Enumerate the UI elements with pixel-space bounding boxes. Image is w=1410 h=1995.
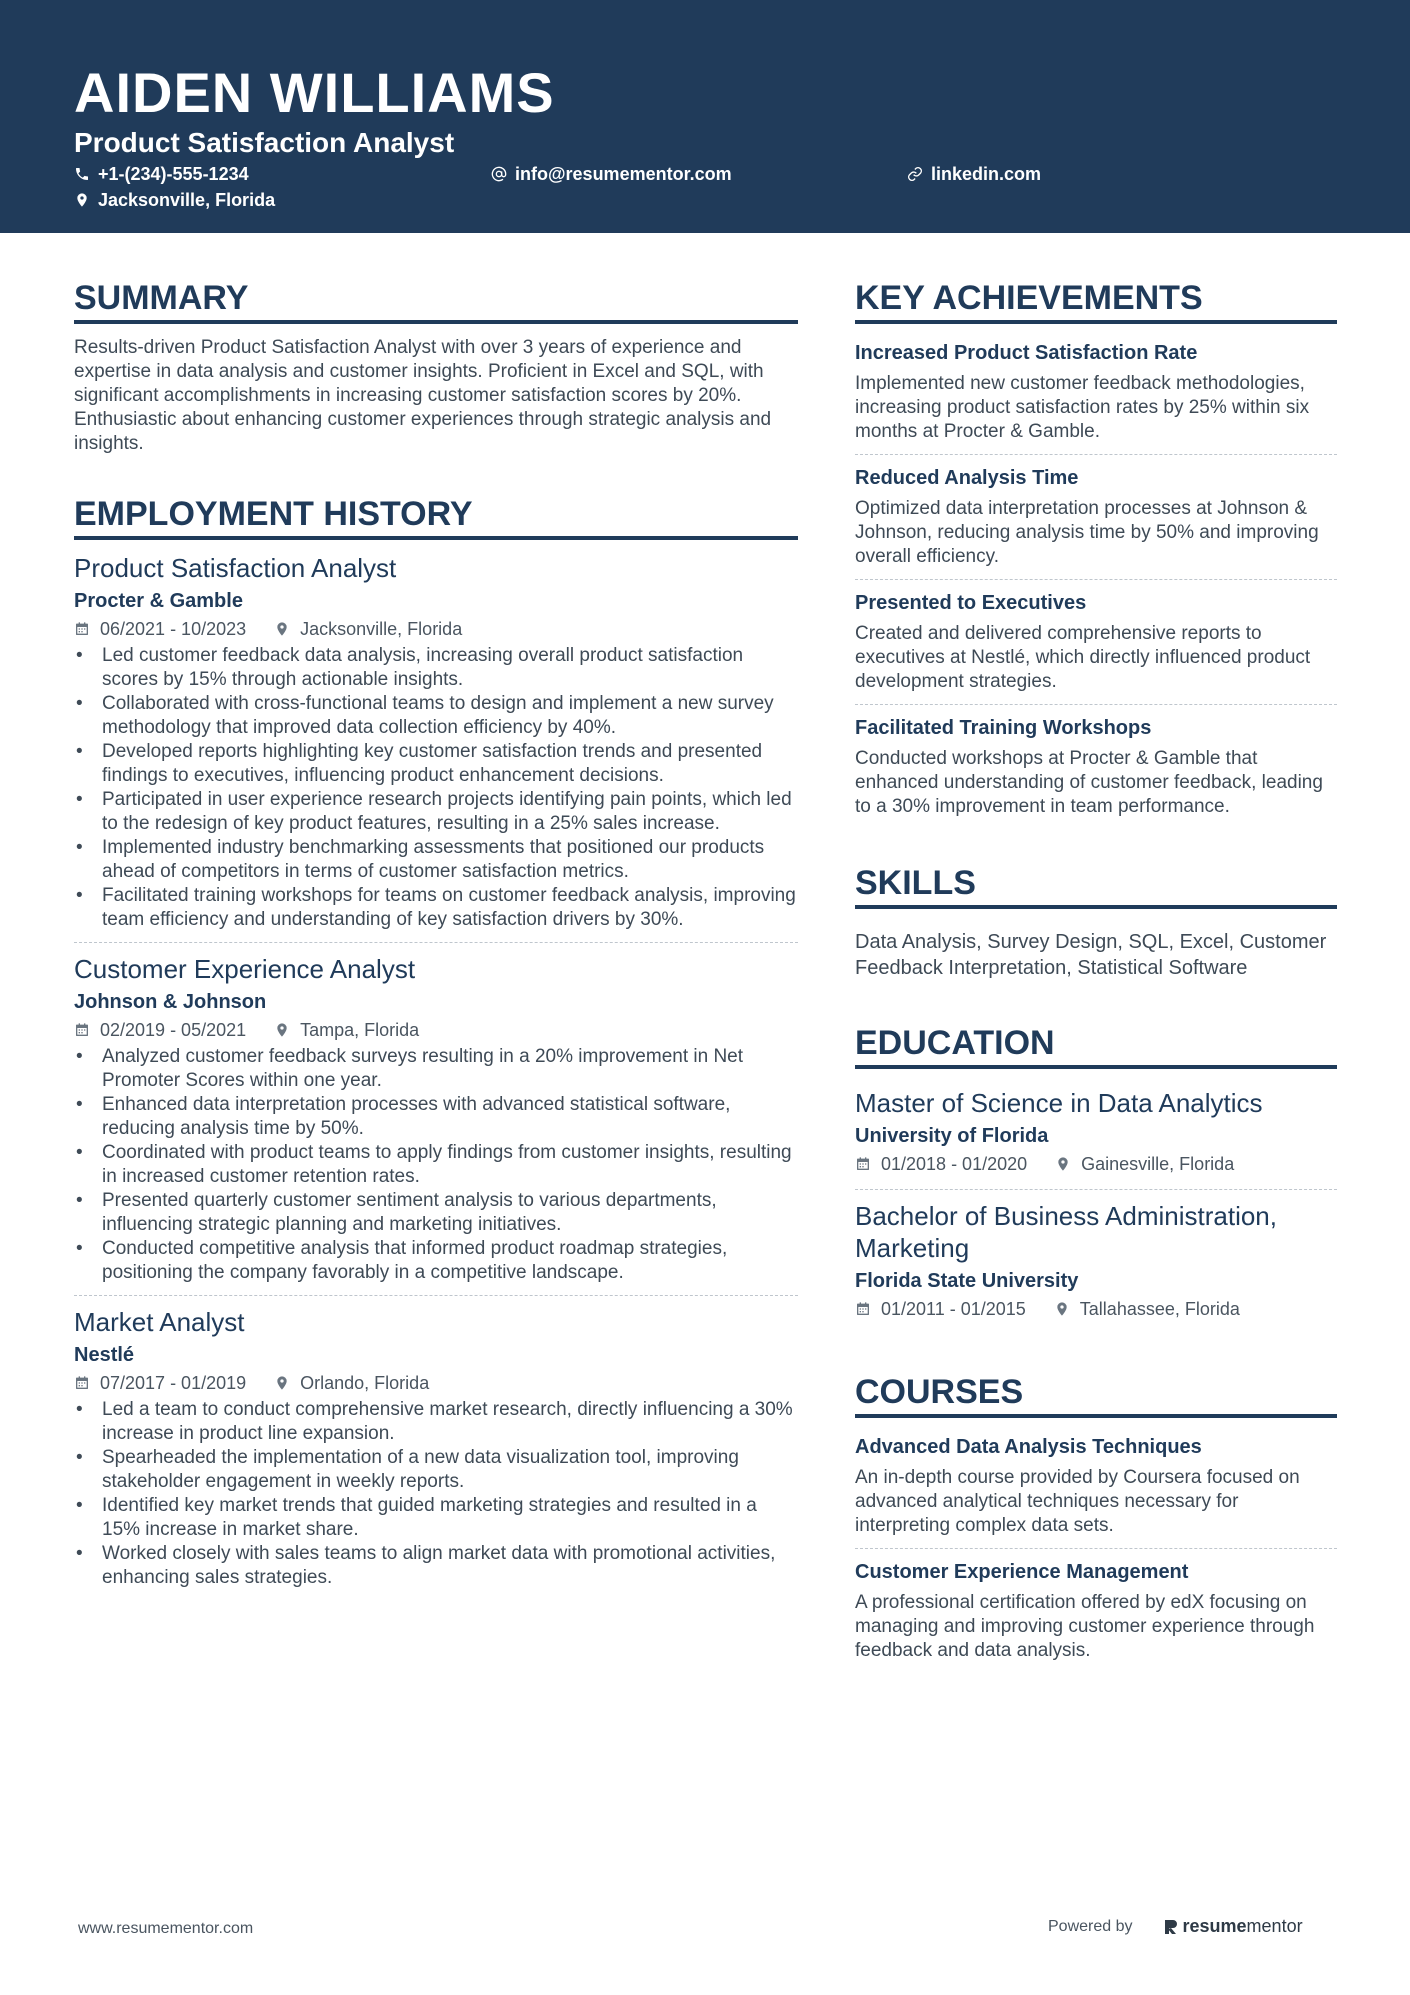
achievement-title: Reduced Analysis Time bbox=[855, 467, 1079, 489]
phone-text: +1-(234)-555-1234 bbox=[98, 164, 249, 184]
job-bullet: • Participated in user experience research projects identifying pain points, which led to the redesign of key product features, resulting in a 25% sales increase. bbox=[74, 788, 798, 836]
job-dates: 06/2021 - 10/2023 bbox=[100, 619, 247, 639]
job-bullet: • Led a team to conduct comprehensive market research, directly influencing a 30% increase in product line expansion. bbox=[74, 1398, 798, 1446]
courses-heading: COURSES bbox=[855, 1374, 1337, 1418]
course-title: Advanced Data Analysis Techniques bbox=[855, 1436, 1202, 1458]
education-meta bbox=[855, 1298, 1337, 1320]
job-list bbox=[74, 552, 798, 1600]
contact-phone[interactable] bbox=[74, 163, 249, 185]
job-dates: 07/2017 - 01/2019 bbox=[100, 1373, 247, 1393]
calendar-icon bbox=[855, 1301, 871, 1317]
achievement-item bbox=[855, 455, 1337, 580]
calendar-icon bbox=[74, 1375, 90, 1391]
education-dates: 01/2011 - 01/2015 bbox=[881, 1299, 1026, 1319]
education-list bbox=[855, 1081, 1337, 1334]
powered-by-label: Powered by bbox=[1048, 1917, 1133, 1935]
brand-light: mentor bbox=[1246, 1916, 1303, 1936]
contact-location bbox=[74, 189, 275, 211]
job-location-text: Jacksonville, Florida bbox=[300, 619, 463, 639]
education-location bbox=[1054, 1298, 1240, 1320]
right-column bbox=[855, 280, 1337, 1673]
achievement-title: Facilitated Training Workshops bbox=[855, 717, 1152, 739]
achievement-desc: Created and delivered comprehensive reports to executives at Nestlé, which directly influenced product development strategies. bbox=[855, 623, 1311, 692]
company-name: Procter & Gamble bbox=[74, 590, 243, 612]
location-pin-icon bbox=[274, 1022, 290, 1038]
contact-email[interactable] bbox=[491, 163, 732, 185]
achievement-desc: Optimized data interpretation processes at Johnson & Johnson, reducing analysis time by 50% and improving overall efficiency. bbox=[855, 498, 1319, 567]
employment-heading: EMPLOYMENT HISTORY bbox=[74, 496, 798, 540]
job-meta bbox=[74, 618, 798, 640]
education-item bbox=[855, 1189, 1337, 1334]
job-location bbox=[274, 1019, 419, 1041]
education-school: University of Florida bbox=[855, 1125, 1049, 1147]
job-bullet: • Coordinated with product teams to apply findings from customer insights, resulting in increased customer retention rates. bbox=[74, 1141, 798, 1189]
job-bullets bbox=[74, 1398, 798, 1590]
job-bullet: • Developed reports highlighting key customer satisfaction trends and presented findings to executives, influencing product enhancement decisions. bbox=[74, 740, 798, 788]
location-pin-icon bbox=[274, 621, 290, 637]
achievement-desc: Implemented new customer feedback methodologies, increasing product satisfaction rates by 25% within six months at Procter & Gamble. bbox=[855, 373, 1310, 442]
achievement-item bbox=[855, 330, 1337, 455]
resume-header bbox=[0, 0, 1410, 233]
education-dates: 01/2018 - 01/2020 bbox=[881, 1154, 1028, 1174]
course-desc: An in-depth course provided by Coursera focused on advanced analytical techniques necessary for interpreting complex data sets. bbox=[855, 1467, 1300, 1536]
company-name: Nestlé bbox=[74, 1344, 135, 1366]
location-pin-icon bbox=[1055, 1156, 1071, 1172]
footer-site[interactable]: www.resumementor.com bbox=[78, 1920, 254, 1937]
achievement-list bbox=[855, 330, 1337, 829]
company-name: Johnson & Johnson bbox=[74, 991, 267, 1013]
job-title: Customer Experience Analyst bbox=[74, 954, 416, 984]
calendar-icon bbox=[74, 1022, 90, 1038]
job-bullets bbox=[74, 644, 798, 932]
education-item bbox=[855, 1081, 1337, 1189]
job-location-text: Orlando, Florida bbox=[300, 1373, 430, 1393]
achievement-title: Increased Product Satisfaction Rate bbox=[855, 342, 1198, 364]
footer-powered bbox=[1048, 1916, 1303, 1937]
brand-bold: resume bbox=[1182, 1916, 1247, 1936]
job-meta bbox=[74, 1372, 798, 1394]
calendar-icon bbox=[74, 621, 90, 637]
job-entry bbox=[74, 552, 798, 942]
summary-heading: SUMMARY bbox=[74, 280, 798, 324]
achievements-heading: KEY ACHIEVEMENTS bbox=[855, 280, 1337, 324]
education-meta bbox=[855, 1153, 1337, 1175]
summary-text: Results-driven Product Satisfaction Analyst with over 3 years of experience and expertise in data analysis and customer insights. Proficient in Excel and SQL, with significant accomplishments in increasing customer satisfaction scores by 20%. Enthusiastic about enhancing customer experiences through strategic analysis and insights. bbox=[74, 337, 772, 454]
course-desc: A professional certification offered by edX focusing on managing and improving customer experience through feedback and data analysis. bbox=[855, 1592, 1315, 1661]
job-dates: 02/2019 - 05/2021 bbox=[100, 1020, 247, 1040]
education-degree: Master of Science in Data Analytics bbox=[855, 1088, 1263, 1118]
education-location-text: Tallahassee, Florida bbox=[1079, 1299, 1240, 1319]
course-item bbox=[855, 1424, 1337, 1549]
left-column bbox=[74, 280, 798, 1600]
contact-website[interactable] bbox=[907, 163, 1041, 185]
location-pin-icon bbox=[274, 1375, 290, 1391]
job-title: Market Analyst bbox=[74, 1307, 245, 1337]
job-title: Product Satisfaction Analyst bbox=[74, 553, 397, 583]
link-icon bbox=[907, 166, 923, 182]
job-bullet: • Facilitated training workshops for teams on customer feedback analysis, improving team efficiency and understanding of key satisfaction drivers by 30%. bbox=[74, 884, 798, 932]
location-text: Jacksonville, Florida bbox=[98, 190, 276, 210]
course-item bbox=[855, 1549, 1337, 1673]
education-location bbox=[1055, 1153, 1234, 1175]
achievement-item bbox=[855, 705, 1337, 829]
job-entry bbox=[74, 942, 798, 1295]
job-bullets bbox=[74, 1045, 798, 1285]
website-text: linkedin.com bbox=[931, 164, 1042, 184]
achievement-item bbox=[855, 580, 1337, 705]
location-pin-icon bbox=[1054, 1301, 1070, 1317]
education-heading: EDUCATION bbox=[855, 1025, 1337, 1069]
job-entry bbox=[74, 1295, 798, 1600]
job-bullet: • Conducted competitive analysis that informed product roadmap strategies, positioning the company favorably in a competitive landscape. bbox=[74, 1237, 798, 1285]
job-bullet: • Presented quarterly customer sentiment analysis to various departments, influencing strategic planning and marketing initiatives. bbox=[74, 1189, 798, 1237]
job-location bbox=[274, 1372, 429, 1394]
brand-logo[interactable] bbox=[1163, 1916, 1303, 1937]
job-bullet: • Spearheaded the implementation of a new data visualization tool, improving stakeholder engagement in weekly reports. bbox=[74, 1446, 798, 1494]
skills-text: Data Analysis, Survey Design, SQL, Excel, Customer Feedback Interpretation, Statistical Software bbox=[855, 931, 1327, 979]
job-bullet: • Analyzed customer feedback surveys resulting in a 20% improvement in Net Promoter Scores within one year. bbox=[74, 1045, 798, 1093]
phone-icon bbox=[74, 166, 90, 182]
achievement-desc: Conducted workshops at Procter & Gamble that enhanced understanding of customer feedback, leading to a 30% improvement in team performance. bbox=[855, 748, 1323, 817]
job-meta bbox=[74, 1019, 798, 1041]
calendar-icon bbox=[855, 1156, 871, 1172]
job-location bbox=[274, 618, 462, 640]
at-icon bbox=[491, 166, 507, 182]
job-bullet: • Worked closely with sales teams to align market data with promotional activities, enhancing sales strategies. bbox=[74, 1542, 798, 1590]
job-bullet: • Collaborated with cross-functional teams to design and implement a new survey methodology that improved data collection efficiency by 40%. bbox=[74, 692, 798, 740]
candidate-name: AIDEN WILLIAMS bbox=[74, 61, 555, 124]
education-school: Florida State University bbox=[855, 1270, 1079, 1292]
job-location-text: Tampa, Florida bbox=[300, 1020, 420, 1040]
skills-heading: SKILLS bbox=[855, 865, 1337, 909]
job-bullet: • Identified key market trends that guided marketing strategies and resulted in a 15% increase in market share. bbox=[74, 1494, 798, 1542]
candidate-title: Product Satisfaction Analyst bbox=[74, 127, 455, 158]
education-location-text: Gainesville, Florida bbox=[1081, 1154, 1235, 1174]
job-bullet: • Enhanced data interpretation processes with advanced statistical software, reducing analysis time by 50%. bbox=[74, 1093, 798, 1141]
resumementor-logo-icon bbox=[1163, 1918, 1179, 1936]
job-bullet: • Led customer feedback data analysis, increasing overall product satisfaction scores by 15% through actionable insights. bbox=[74, 644, 798, 692]
job-bullet: • Implemented industry benchmarking assessments that positioned our products ahead of competitors in terms of customer satisfaction metrics. bbox=[74, 836, 798, 884]
course-title: Customer Experience Management bbox=[855, 1561, 1189, 1583]
course-list bbox=[855, 1424, 1337, 1673]
education-degree: Bachelor of Business Administration, Marketing bbox=[855, 1201, 1277, 1263]
achievement-title: Presented to Executives bbox=[855, 592, 1087, 614]
email-text: info@resumementor.com bbox=[515, 164, 732, 184]
location-pin-icon bbox=[74, 192, 90, 208]
